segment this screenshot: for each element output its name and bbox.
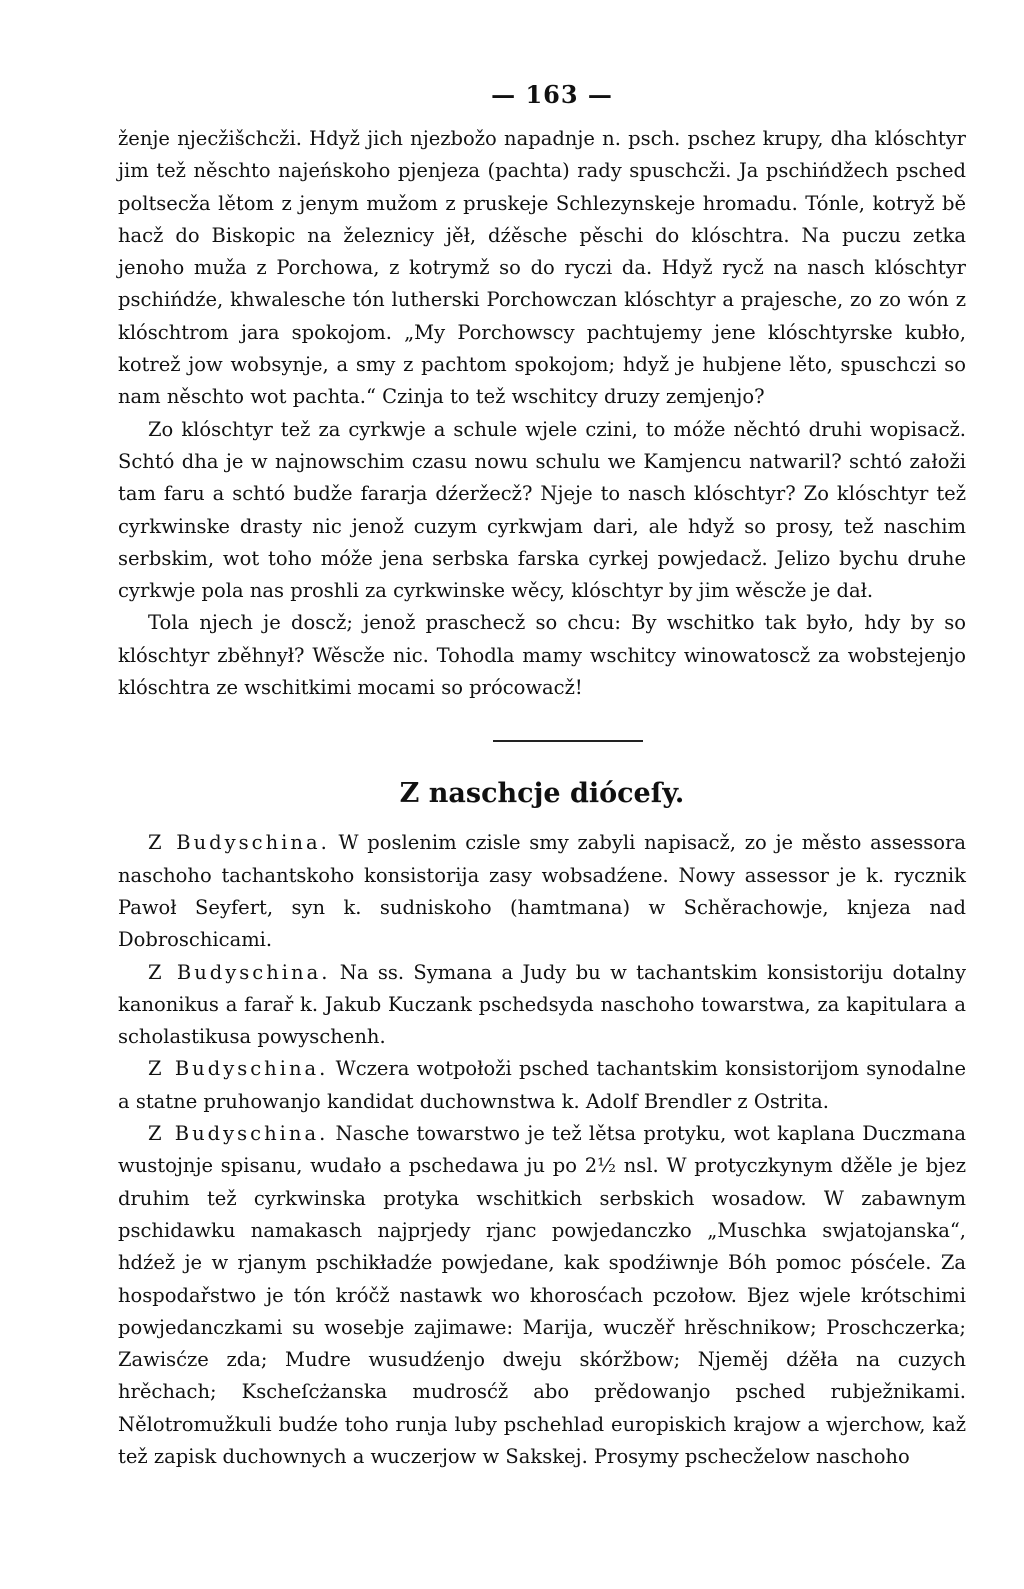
paragraph-3: Tola njech je doscž; jenož praschecž so chcu: By wschitko tak było, hdy by so klóschtyr zběhnył? Wěscže nic. Tohodla mamy wschitcy winowatoscž za wobstejenjo klóschtra ze wschitkimi mocami so prócowacž! — [118, 611, 966, 700]
news-entry — [118, 1053, 966, 1118]
paragraph-2: Zo klóschtyr tež za cyrkwje a schule wjele czini, to móže něchtó druhi wopisacž. Schtó dha je w najnowschim czasu nowu schulu we Kamjencu natwaril? schtó załoži tam faru a schtó budže fararja dźeržecž? Njeje to nasch klóschtyr? Zo klóschtyr tež cyrkwinske drasty nic jenož cuzym cyrkwjam dari, ale hdyž so prosy, tež naschim serbskim, wot toho móže jena serbska farska cyrkej powjedacž. Jelizo bychu druhe cyrkwje pola nas proshli za cyrkwinske wěcy, klóschtyr by jim wěscže je dał. — [118, 417, 966, 603]
page-number: — 163 — — [491, 80, 613, 109]
entry-lead: Z Budyschina. — [148, 831, 330, 855]
entry-text: Na ss. Symana a Judy bu w tachantskim konsistoriju dotalny kanonikus a farař k. Jakub Kuczank pschedsyda naschoho towarstwa, za kapitulara a scholastikusa powyschenh. — [118, 960, 966, 1049]
section-divider — [493, 740, 643, 742]
document-page — [118, 80, 966, 1473]
paragraph-1: ženje njecžišchcži. Hdyž jich njezbožo napadnje n. psch. pschez krupy, dha klóschtyr jim tež něschto najeńskoho pjenjeza (pachta) rady spuschcži. Ja pschińdžech psched poltsecža lětom z jenym mužom z pruskeje Schlezynskeje hromadu. Tónle, kotryž bě hacž do Biskopic na železnicy jěł, dźěsche pěschi do klóschtra. Na puczu zetka jenoho muža z Porchowa, z kotrymž so do ryczi da. Hdyž rycž na nasch klóschtyr pschińdźe, khwalesche tón lutherski Porchowczan klóschtyr a prajesche, zo zo wón z klóschtrom jara spokojom. „My Porchowscy pachtujemy jene klóschtyrske kubło, kotrež jow wobsynje, a smy z pachtom spokojom; hdyž je hubjene lěto, spuschczi so nam něschto wot pachta.“ Czinja to tež wschitcy druzy zemjenjo? — [118, 127, 966, 409]
section-heading: Z naschcje dióceſy. — [399, 778, 685, 810]
news-entry — [118, 1118, 966, 1473]
entry-text: Wczera wotpołoži psched tachantskim konsistorijom synodalne a statne pruhowanjo kandidat duchownstwa k. Adolf Brendler z Ostrita. — [118, 1057, 967, 1113]
news-entry — [118, 957, 966, 1054]
news-entry — [118, 827, 966, 956]
entry-lead: Z Budyschina. — [148, 1057, 329, 1081]
entry-lead: Z Budyschina. — [148, 1122, 329, 1146]
entry-text: W poslenim czisle smy zabyli napisacž, zo je město assessora naschoho tachantskoho konsistorija zasy wobsadźene. Nowy assessor je k. rycznik Pawoł Seyfert, syn k. sudniskoho (hamtmana) w Schěrachowje, knjeza nad Dobroschicami. — [118, 831, 966, 952]
entry-text: Nasche towarstwo je tež lětsa protyku, wot kaplana Duczmana wustojnje spisanu, wudało a pschedawa ju po 2½ nsl. W protyczkynym džěle je bjez druhim tež cyrkwinska protyka wschitkich serbskich wosadow. W zabawnym pschidawku namakasch najprjedy rjanc powjedanczko „Muschka swjatojanska“, hdźež je w rjanym pschikładźe powjedane, kak spodźiwnje Bóh pomoc pósćele. Za hospodařstwo je tón króčž nastawk wo khorosćach pczołow. Bjez wjele krótschimi powjedanczkami su wosebje zajimawe: Marija, wuczěř hrěschnikow; Proschczerka; Zawisćze zda; Mudre wusudźenjo dweju skóržbow; Njeměj dźěła na cuzych hrěchach; Kscheſcżanska mudrosćž abo prědowanjo psched rubježnikami. Nělotromužkuli budźe toho runja luby pschehlad europiskich krajow a wjerchow, kaž tež zapisk duchownych a wuczerjow w Sakskej. Prosymy pschecželow naschoho — [118, 1122, 966, 1468]
entry-lead: Z Budyschina. — [148, 960, 331, 984]
